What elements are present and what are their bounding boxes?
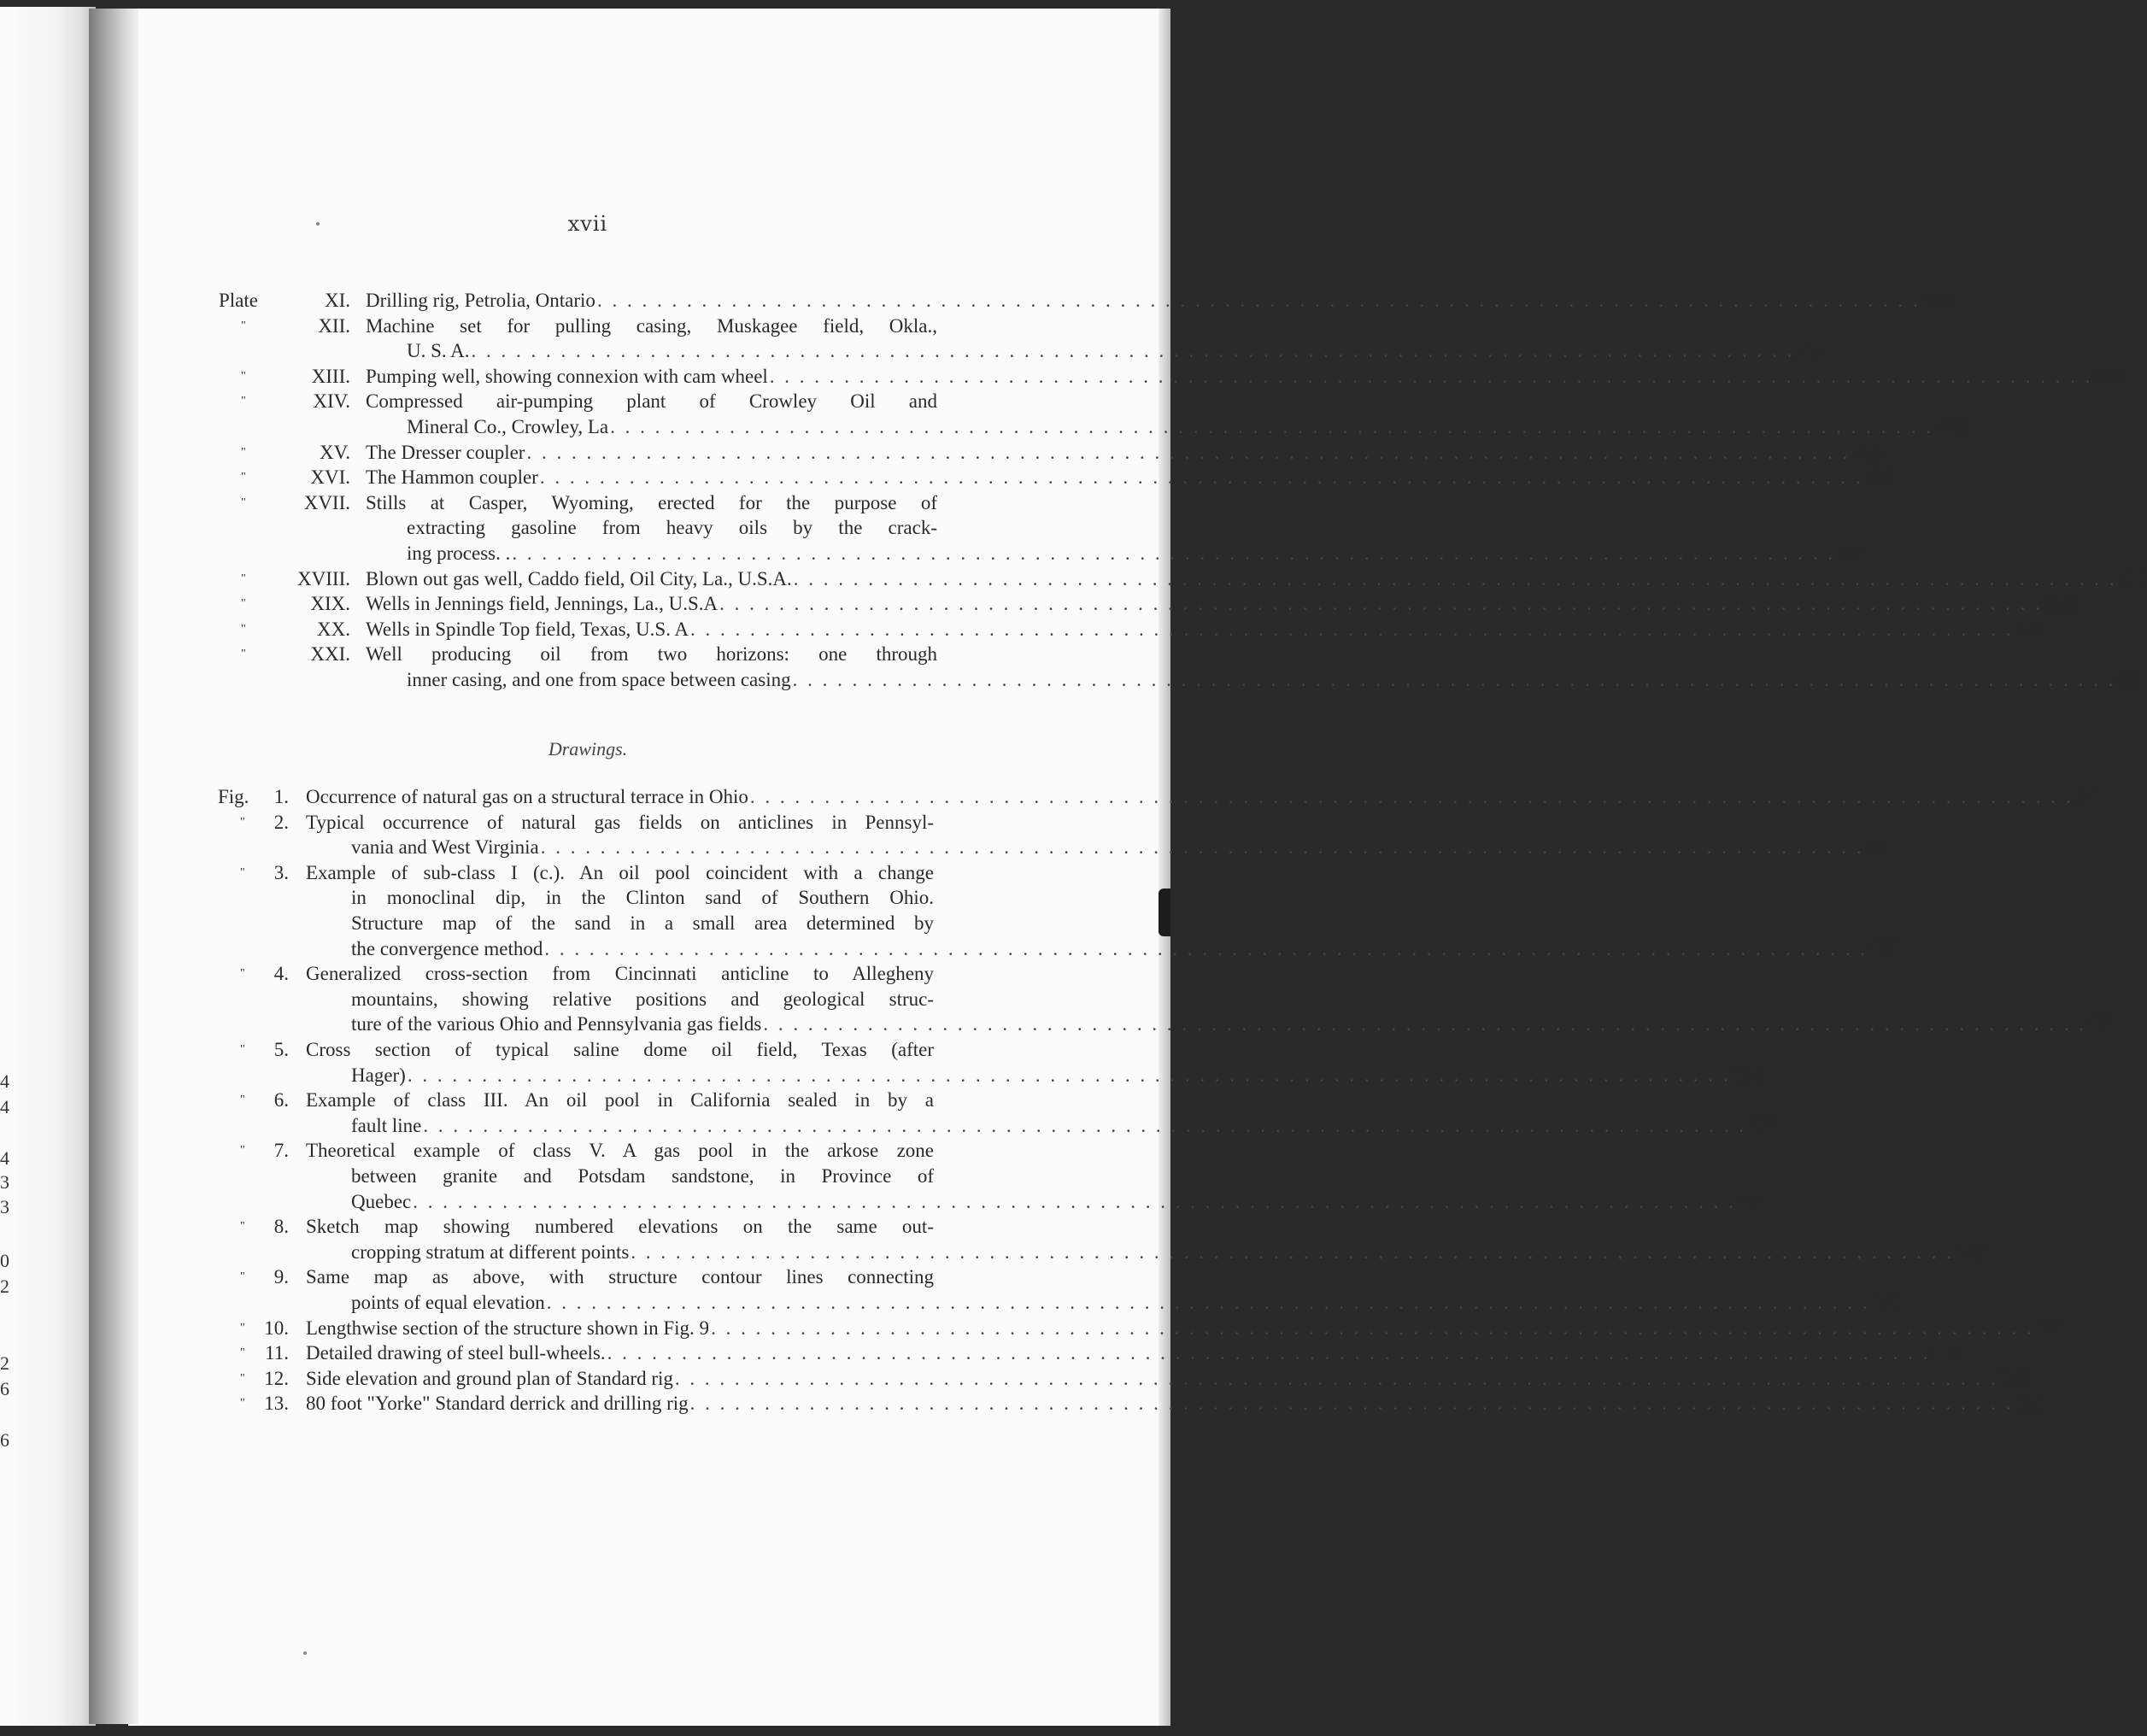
edge-digit: 3: [0, 1196, 9, 1217]
page-ref: 103: [1732, 1064, 1763, 1086]
entry-text: the convergence method: [351, 937, 543, 959]
plate-entry: [0, 591, 2074, 617]
plate-number: XVIII.: [297, 567, 350, 589]
dot-leader: . . . . . . . . . . . . . . . . . . . . . . . . . . . . . . . . . . . . . . . . . . . . . . . . . . . . . . . . . . . . . . . . . . . . . . . . . . . . . . . . . . . . . . . . .: [719, 593, 2043, 615]
entry-text: ture of the various Ohio and Pennsylvania gas fields: [351, 1013, 762, 1035]
dot-leader: . . . . . . . . . . . . . . . . . . . . . . . . . . . . . . . . . . . . . . . . . . . . . . . . . . . . . . . . . . . . . . . . . . . . . . . . . . . . . . . . . . . . . . . . .: [769, 365, 2093, 387]
edge-digit: 4: [0, 1096, 9, 1117]
entry-text: ing process. .: [407, 542, 511, 564]
entry-text: Theoretical example of class V. A gas pool in the arkose zone: [306, 1140, 934, 1162]
entry-last-line: [366, 440, 1881, 466]
page-ref: 160: [2015, 1393, 2044, 1415]
page-ref: 104: [1738, 1190, 1768, 1212]
plate-number: XVII.: [303, 491, 350, 513]
entry-last-line: [306, 1366, 2030, 1392]
plate-entry: [0, 440, 1881, 466]
page-ref: 268: [1864, 466, 1895, 489]
figure-entry: [0, 1391, 2044, 1416]
entry-text: The Hammon coupler: [366, 466, 538, 489]
entry-text: Mineral Co., Crowley, La: [407, 415, 609, 437]
page-ref: 331: [2117, 668, 2147, 690]
page-ref: 328: [2015, 618, 2045, 640]
figure-entry: [0, 1366, 2030, 1392]
dot-leader: . . . . . . . . . . . . . . . . . . . . . . . . . . . . . . . . . . . . . . . . . . . . . . . . . . . . . . . . . . . . . . . . . . . . . . . . . . . . . . . . . . . . . . . . .: [711, 1317, 2034, 1339]
entry-text: Cross section of typical saline dome oil field, Texas (after: [306, 1039, 934, 1060]
ditto-mark: ": [240, 1094, 245, 1107]
plate-entry: [0, 490, 1867, 566]
plate-entry: [0, 389, 1965, 439]
dot-leader: . . . . . . . . . . . . . . . . . . . . . . . . . . . . . . . . . . . . . . . . . . . . . . . . . . . . . . . . . . . . . . . . . . . . . . . . . . . . . . . . . . . . . . . . .: [540, 836, 1864, 859]
plate-number: XVI.: [310, 466, 350, 489]
entry-last-line: [407, 667, 2147, 693]
entry-text: cropping stratum at different points: [351, 1240, 630, 1263]
speck: [303, 1651, 307, 1655]
fig-number: 1.: [273, 786, 289, 807]
page-ref: 212: [1796, 340, 1826, 362]
entry-last-line: [407, 414, 1965, 440]
entry-last-line: [351, 936, 1899, 962]
fig-number: 8.: [273, 1216, 289, 1238]
entry-text: Generalized cross-section from Cincinnati anticline to Allegheny: [306, 963, 934, 985]
entry-text: Lengthwise section of the structure shown in Fig. 9: [306, 1317, 710, 1339]
plate-number: XIV.: [313, 390, 350, 413]
ditto-mark: ": [241, 622, 246, 636]
dot-leader: . . . . . . . . . . . . . . . . . . . . . . . . . . . . . . . . . . . . . . . . . . . . . . . . . . . . . . . . . . . . . . . . . . . . . . . . . . . . . . . . . . . . . . . . .: [526, 441, 1851, 463]
fig-number: 12.: [264, 1367, 289, 1389]
plate-number: XI.: [324, 290, 350, 311]
entry-text: Typical occurrence of natural gas fields on anticlines in Pennsyl-: [306, 811, 934, 833]
entry-text: Pumping well, showing connexion with cam wheel: [366, 365, 768, 387]
plate-number: XIII.: [311, 365, 350, 387]
entry-text: inner casing, and one from space between casing: [407, 668, 791, 690]
entry-text: extracting gasoline from heavy oils by the crack-: [407, 517, 937, 539]
page-ref: 186: [1921, 290, 1952, 311]
edge-digit: 4: [0, 1070, 9, 1092]
ditto-mark: ": [240, 1043, 245, 1056]
entry-last-line: [366, 617, 2045, 642]
ditto-mark: ": [241, 369, 246, 383]
entry-last-line: [366, 364, 2125, 390]
dot-leader: . . . . . . . . . . . . . . . . . . . . . . . . . . . . . . . . . . . . . . . . . . . . . . . . . . . . . . . . . . . . . . . . . . . . . . . . . . . . . . . . . . . . . . . . .: [596, 290, 1921, 311]
ditto-mark: ": [240, 1346, 245, 1360]
entry-text: Detailed drawing of steel bull-wheels.: [306, 1342, 606, 1364]
plate-number: XV.: [319, 441, 350, 463]
entry-last-line: [366, 288, 1952, 314]
plate-number: XX.: [317, 618, 350, 640]
entry-last-line: [351, 1189, 1768, 1215]
fig-number: 9.: [273, 1266, 289, 1288]
dot-leader: . . . . . . . . . . . . . . . . . . . . . . . . . . . . . . . . . . . . . . . . . . . . . . . . . . . . . . . . . . . . . . . . . . . . . . . . . . . . . . . . . . . . . . . . .: [793, 567, 2117, 589]
fig-number: 10.: [264, 1317, 289, 1339]
fig-number: 4.: [273, 963, 289, 985]
entry-last-line: [306, 1316, 2066, 1341]
figure-entry: [0, 784, 2095, 810]
ditto-mark: ": [240, 1270, 245, 1284]
ditto-mark: ": [240, 1371, 245, 1385]
dot-leader: . . . . . . . . . . . . . . . . . . . . . . . . . . . . . . . . . . . . . . . . . . . . . . . . . . . . . . . . . . . . . . . . . . . . . . . . . . . . . . . . . . . . . . . . .: [689, 1393, 2014, 1415]
entry-text: Wells in Spindle Top field, Texas, U.S. A: [366, 618, 689, 640]
page-ref: 222: [2094, 365, 2125, 387]
page-ref: 268: [1851, 441, 1881, 463]
plate-number: XII.: [318, 314, 350, 337]
entry-last-line: [351, 835, 1886, 860]
entry-last-line: [351, 1012, 2118, 1037]
entry-text: The Dresser coupler: [366, 441, 525, 463]
page-ref: 141: [1871, 1291, 1901, 1313]
page-ref: 99: [1865, 836, 1886, 859]
figure-entry: [0, 1037, 1763, 1088]
plate-entry: [0, 314, 1826, 364]
figure-entry: [0, 1340, 1962, 1366]
entry-last-line: [351, 1113, 1778, 1139]
entry-text: Stills at Casper, Wyoming, erected for the purpose of: [366, 491, 937, 513]
dot-leader: . . . . . . . . . . . . . . . . . . . . . . . . . . . . . . . . . . . . . . . . . . . . . . . . . . . . . . . . . . . . . . . . . . . . . . . . . . . . . . . . . . . . . . . . .: [674, 1367, 1998, 1389]
dot-leader: . . . . . . . . . . . . . . . . . . . . . . . . . . . . . . . . . . . . . . . . . . . . . . . . . . . . . . . . . . . . . . . . . . . . . . . . . . . . . . . . . . . . . . . . .: [407, 1064, 1731, 1086]
fig-number: 3.: [273, 861, 289, 883]
ditto-mark: ": [241, 496, 246, 509]
entry-text: Structure map of the sand in a small area determined by: [351, 912, 934, 934]
entry-text: Example of class III. An oil pool in California sealed in by a: [306, 1089, 934, 1111]
figure-entry: [0, 860, 1899, 961]
dot-leader: . . . . . . . . . . . . . . . . . . . . . . . . . . . . . . . . . . . . . . . . . . . . . . . . . . . . . . . . . . . . . . . . . . . . . . . . . . . . . . . . . . . . . . . . .: [690, 618, 2014, 640]
entry-text: in monoclinal dip, in the Clinton sand of Southern Ohio.: [351, 887, 934, 909]
dot-leader: . . . . . . . . . . . . . . . . . . . . . . . . . . . . . . . . . . . . . . . . . . . . . . . . . . . . . . . . . . . . . . . . . . . . . . . . . . . . . . . . . . . . . . . . .: [610, 415, 1933, 437]
dot-leader: . . . . . . . . . . . . . . . . . . . . . . . . . . . . . . . . . . . . . . . . . . . . . . . . . . . . . . . . . . . . . . . . . . . . . . . . . . . . . . . . . . . . . . . . .: [546, 1291, 1870, 1313]
edge-digit: 4: [0, 1147, 9, 1169]
page-ref: 101: [2088, 1013, 2118, 1035]
edge-digit: 6: [0, 1429, 9, 1451]
plate-entry: [0, 642, 2147, 692]
dot-leader: . . . . . . . . . . . . . . . . . . . . . . . . . . . . . . . . . . . . . . . . . . . . . . . . . . . . . . . . . . . . . . . . . . . . . . . . . . . . . . . . . . . . . . . . .: [631, 1240, 1955, 1263]
plate-entry: [0, 288, 1952, 314]
ditto-mark: ": [241, 471, 246, 484]
dot-leader: . . . . . . . . . . . . . . . . . . . . . . . . . . . . . . . . . . . . . . . . . . . . . . . . . . . . . . . . . . . . . . . . . . . . . . . . . . . . . . . . . . . . . . . . .: [792, 668, 2116, 690]
entry-last-line: [366, 465, 1895, 490]
entry-text: Compressed air-pumping plant of Crowley Oil and: [366, 390, 937, 413]
ditto-mark: ": [240, 815, 245, 829]
entry-text: Well producing oil from two horizons: one through: [366, 643, 937, 666]
entry-text: vania and West Virginia: [351, 836, 539, 859]
edge-digit: 2: [0, 1352, 9, 1374]
plate-number: XIX.: [310, 593, 350, 615]
entry-last-line: [306, 1391, 2044, 1416]
plate-entry: [0, 566, 2147, 592]
entry-text: Drilling rig, Petrolia, Ontario: [366, 290, 595, 311]
entry-last-line: [407, 338, 1826, 364]
plate-label: Plate: [219, 290, 258, 311]
entry-text: Example of sub-class I (c.). An oil pool coincident with a change: [306, 861, 934, 883]
entry-text: Sketch map showing numbered elevations on the same out-: [306, 1216, 934, 1238]
entry-text: points of equal elevation: [351, 1291, 545, 1313]
ditto-mark: ": [240, 967, 245, 981]
plate-number: XXI.: [310, 643, 350, 666]
entry-text: mountains, showing relative positions and geological struc-: [351, 988, 934, 1010]
entry-text: Wells in Jennings field, Jennings, La., U.S.A: [366, 593, 719, 615]
page-ref: 311: [2118, 567, 2147, 589]
dot-leader: . . . . . . . . . . . . . . . . . . . . . . . . . . . . . . . . . . . . . . . . . . . . . . . . . . . . . . . . . . . . . . . . . . . . . . . . . . . . . . . . . . . . . . . . .: [413, 1190, 1736, 1212]
fig-label: Fig.: [218, 786, 249, 807]
fig-number: 2.: [273, 811, 289, 833]
edge-digit: 2: [0, 1276, 9, 1297]
entry-text: between granite and Potsdam sandstone, in Province of: [351, 1164, 934, 1187]
dot-leader: . . . . . . . . . . . . . . . . . . . . . . . . . . . . . . . . . . . . . . . . . . . . . . . . . . . . . . . . . . . . . . . . . . . . . . . . . . . . . . . . . . . . . . . . .: [544, 937, 1868, 959]
dot-leader: . . . . . . . . . . . . . . . . . . . . . . . . . . . . . . . . . . . . . . . . . . . . . . . . . . . . . . . . . . . . . . . . . . . . . . . . . . . . . . . . . . . . . . . . .: [607, 1342, 1931, 1364]
figure-entry: [0, 1264, 1901, 1315]
page-ref: 328: [2044, 593, 2074, 615]
page-ref: 156: [1932, 1342, 1962, 1364]
entry-text: 80 foot "Yorke" Standard derrick and drilling rig: [306, 1393, 689, 1415]
entry-last-line: [407, 541, 1867, 566]
page-ref: 141: [2035, 1317, 2066, 1339]
ditto-mark: ": [241, 395, 246, 408]
figure-entry: [0, 810, 1886, 860]
ditto-mark: ": [240, 1220, 245, 1234]
dot-leader: . . . . . . . . . . . . . . . . . . . . . . . . . . . . . . . . . . . . . . . . . . . . . . . . . . . . . . . . . . . . . . . . . . . . . . . . . . . . . . . . . . . . . . . . .: [423, 1114, 1747, 1136]
ditto-mark: ": [240, 1144, 245, 1158]
page-ref: 284: [1837, 542, 1867, 564]
dot-leader: . . . . . . . . . . . . . . . . . . . . . . . . . . . . . . . . . . . . . . . . . . . . . . . . . . . . . . . . . . . . . . . . . . . . . . . . . . . . . . . . . . . . . . . . .: [539, 466, 1863, 489]
edge-digit: 3: [0, 1171, 9, 1193]
entry-text: Blown out gas well, Caddo field, Oil City, La., U.S.A.: [366, 567, 792, 589]
page-ref: 100: [1869, 937, 1899, 959]
entry-text: U. S. A.: [407, 340, 470, 362]
dot-leader: . . . . . . . . . . . . . . . . . . . . . . . . . . . . . . . . . . . . . . . . . . . . . . . . . . . . . . . . . . . . . . . . . . . . . . . . . . . . . . . . . . . . . . . . .: [763, 1013, 2087, 1035]
edge-digit: 6: [0, 1378, 9, 1399]
entry-last-line: [351, 1240, 1986, 1265]
fig-number: 7.: [273, 1140, 289, 1162]
plate-entry: [0, 465, 1895, 490]
page-ref: 97: [2074, 786, 2095, 807]
dot-leader: . . . . . . . . . . . . . . . . . . . . . . . . . . . . . . . . . . . . . . . . . . . . . . . . . . . . . . . . . . . . . . . . . . . . . . . . . . . . . . . . . . . . . . . . .: [471, 340, 1795, 362]
page-ref: 158: [1999, 1367, 2030, 1389]
fig-number: 6.: [273, 1089, 289, 1111]
entry-last-line: [366, 566, 2147, 592]
dot-leader: . . . . . . . . . . . . . . . . . . . . . . . . . . . . . . . . . . . . . . . . . . . . . . . . . . . . . . . . . . . . . . . . . . . . . . . . . . . . . . . . . . . . . . . . .: [749, 786, 2074, 807]
ditto-mark: ": [241, 319, 246, 332]
entry-last-line: [351, 1063, 1763, 1088]
plate-entry: [0, 617, 2045, 642]
ditto-mark: ": [241, 648, 246, 661]
ditto-mark: ": [241, 445, 246, 459]
fig-number: 5.: [273, 1039, 289, 1060]
drawings-heading: Drawings.: [548, 738, 628, 760]
entry-text: Occurrence of natural gas on a structural terrace in Ohio: [306, 786, 748, 807]
entry-text: Same map as above, with structure contour lines connecting: [306, 1266, 934, 1288]
ditto-mark: ": [240, 1321, 245, 1334]
fig-number: 13.: [264, 1393, 289, 1415]
fig-number: 11.: [265, 1342, 289, 1364]
entry-text: Machine set for pulling casing, Muskagee field, Okla.,: [366, 314, 937, 337]
entry-last-line: [306, 784, 2095, 810]
page-ref: 104: [1748, 1114, 1778, 1136]
ditto-mark: ": [240, 865, 245, 879]
entry-last-line: [366, 591, 2074, 617]
entry-last-line: [351, 1290, 1901, 1316]
page-ref: 140: [1956, 1240, 1986, 1263]
figure-entry: [0, 961, 2118, 1037]
figure-entry: [0, 1088, 1778, 1138]
ditto-mark: ": [241, 572, 246, 585]
dot-leader: . . . . . . . . . . . . . . . . . . . . . . . . . . . . . . . . . . . . . . . . . . . . . . . . . . . . . . . . . . . . . . . . . . . . . . . . . . . . . . . . . . . . . . . . .: [512, 542, 1836, 564]
page-number: xvii: [567, 212, 608, 236]
page-ref: 248: [1934, 415, 1965, 437]
entry-last-line: [306, 1340, 1962, 1366]
entry-text: Quebec: [351, 1190, 412, 1212]
entry-text: Hager): [351, 1064, 406, 1086]
figure-entry: [0, 1214, 1986, 1264]
plate-entry: [0, 364, 2125, 390]
ditto-mark: ": [240, 1397, 245, 1410]
ditto-mark: ": [241, 597, 246, 611]
figure-entry: [0, 1316, 2066, 1341]
edge-digit: 0: [0, 1250, 9, 1271]
entry-text: fault line: [351, 1114, 422, 1136]
entry-text: Side elevation and ground plan of Standard rig: [306, 1367, 673, 1389]
figure-entry: [0, 1138, 1768, 1214]
